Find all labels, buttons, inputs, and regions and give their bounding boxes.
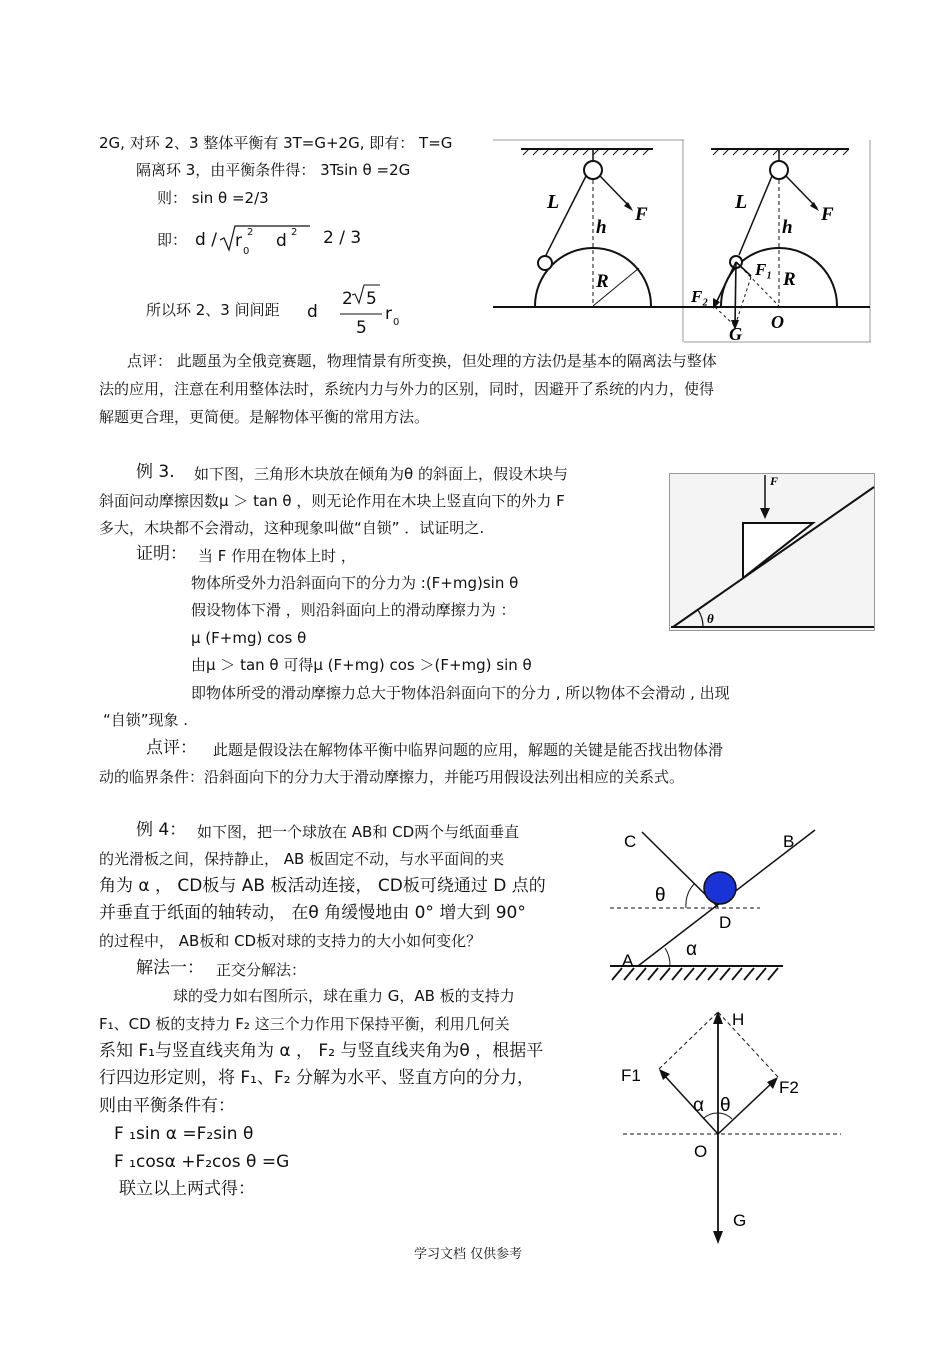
comment-heading: 点评： (146, 738, 197, 758)
formula-numerator: 2 (342, 289, 353, 309)
text-line: 此题是假设法在解物体平衡中临界问题的应用，解题的关键是能否找出物体滑 (213, 741, 724, 759)
text-line: F₁、CD 板的支持力 F₂ 这三个力作用下保持平衡，利用几何关 (99, 1015, 510, 1033)
text-line: 点评： 此题虽为全俄竞赛题，物理情景有所变换，但处理的方法仍是基本的隔离法与整体 (127, 352, 717, 370)
figure-incline-block (669, 473, 876, 632)
text-line: 正交分解法： (216, 961, 307, 979)
text-line: 并垂直于纸面的轴转动， 在θ 角缓慢地由 0° 增大到 90° (99, 903, 526, 923)
text-line: 斜面问动摩擦因数μ ＞ tan θ ，则无论作用在木块上竖直向下的外力 F (99, 492, 565, 510)
label-F: F (821, 204, 834, 225)
text-line: 即物体所受的滑动摩擦力总大于物体沿斜面向下的分力 , 所以物体不会滑动 , 出现 (191, 684, 730, 702)
label-theta: θ (707, 611, 714, 626)
label-L: L (547, 191, 560, 213)
label-R: R (783, 269, 796, 290)
label-F2: F2 (779, 1078, 799, 1097)
formula-var-d: d / (195, 230, 217, 250)
figure-ring-hemisphere (493, 140, 875, 344)
label-O: O (694, 1142, 708, 1161)
text-line: 行四边形定则，将 F₁、F₂ 分解为水平、竖直方向的分力， (99, 1068, 534, 1088)
text-line: “自锁”现象 . (103, 711, 189, 729)
formula-var-r: r (385, 304, 392, 324)
text-line: μ (F+mg) cos θ (191, 629, 307, 647)
text-line: 2G, 对环 2、3 整体平衡有 3T=G+2G, 即有： T=G (99, 134, 453, 152)
label-H: H (732, 1010, 745, 1029)
formula-var-d: d (307, 302, 318, 322)
figure-force-diagram (615, 1005, 855, 1245)
label-theta: θ (720, 1095, 731, 1116)
formula-exponent: 2 (291, 227, 298, 238)
text-line: 角为 α ， CD板与 AB 板活动连接， CD板可绕通过 D 点的 (99, 876, 546, 896)
text-line: 如下图，三角形木块放在倾角为θ 的斜面上，假设木块与 (194, 465, 568, 483)
formula-subscript: 0 (393, 317, 400, 328)
text-line: 假设物体下滑 ，则沿斜面向上的滑动摩擦力为 ： (191, 601, 516, 619)
text-line: 系知 F₁与竖直线夹角为 α ， F₂ 与竖直线夹角为θ ，根据平 (99, 1041, 544, 1061)
formula-right-side: 2 / 3 (323, 228, 362, 248)
equation: F ₁cosα +F₂cos θ =G (114, 1152, 290, 1172)
label-B: B (783, 832, 795, 851)
text-line: 由μ ＞ tan θ 可得μ (F+mg) cos ＞(F+mg) sin θ (191, 656, 532, 674)
text-line: 则由平衡条件有： (99, 1096, 235, 1116)
text-line: 法的应用，注意在利用整体法时，系统内力与外力的区别，同时，因避开了系统的内力，使得 (99, 380, 715, 398)
label-h: h (782, 217, 793, 238)
label-theta: θ (655, 885, 666, 906)
formula-exponent: 2 (247, 227, 254, 238)
example-heading: 例 4： (136, 820, 187, 840)
label-L: L (735, 191, 748, 213)
ball (704, 872, 736, 904)
equation: F ₁sin α =F₂sin θ (114, 1124, 254, 1144)
label-F2: F₂ (691, 287, 709, 306)
fraction-bar (340, 313, 382, 315)
label-R: R (596, 271, 609, 292)
label-h: h (596, 217, 607, 238)
text-line: 的光滑板之间，保持静止， AB 板固定不动，与水平面间的夹 (99, 850, 505, 868)
text-line: 解题更合理，更简便。是解物体平衡的常用方法。 (99, 408, 430, 426)
formula-numerator: 5 (366, 289, 377, 309)
figure-ball-between-boards (600, 820, 830, 990)
formula-var-d: d (276, 231, 287, 251)
text-line: 的过程中， AB板和 CD板对球的支持力的大小如何变化？ (99, 932, 482, 950)
label-A: A (622, 951, 634, 970)
text-line: 则： sin θ =2/3 (157, 189, 269, 207)
method-heading: 解法一： (136, 958, 204, 978)
label-G: G (733, 1211, 747, 1230)
label-F1: F₁ (755, 260, 773, 279)
label-G: G (729, 324, 742, 344)
label-O: O (771, 312, 784, 332)
text-line: 隔离环 3，由平衡条件得： 3Tsin θ =2G (136, 161, 411, 179)
text-line: 如下图，把一个球放在 AB和 CD两个与纸面垂直 (197, 823, 520, 841)
formula-denominator: 5 (356, 318, 367, 338)
label-C: C (624, 832, 637, 851)
label-F: F (770, 474, 779, 488)
formula-prefix: 所以环 2、3 间间距 (146, 301, 280, 319)
proof-heading: 证明： (136, 544, 187, 564)
label-D: D (719, 913, 732, 932)
label-F1: F1 (621, 1066, 641, 1085)
text-line: 当 F 作用在物体上时 ， (198, 547, 356, 565)
label-F: F (635, 204, 648, 225)
text-line: 联立以上两式得： (119, 1179, 255, 1199)
label-alpha: α (686, 939, 697, 960)
text-line: 球的受力如右图所示，球在重力 G，AB 板的支持力 (173, 987, 515, 1005)
example-heading: 例 3. (136, 462, 175, 482)
formula-prefix: 即： (157, 231, 188, 249)
page-footer: 学习文档 仅供参考 (414, 1247, 523, 1262)
text-line: 多大，木块都不会滑动，这种现象叫做“自锁” ．试证明之. (99, 519, 485, 537)
text-line: 动的临界条件：沿斜面向下的分力大于滑动摩擦力，并能巧用假设法列出相应的关系式。 (99, 768, 685, 786)
label-alpha: α (693, 1095, 704, 1116)
formula-var-r: r (235, 231, 242, 251)
formula-subscript: 0 (243, 246, 250, 257)
text-line: 物体所受外力沿斜面向下的分力为 :(F+mg)sin θ (191, 574, 519, 592)
